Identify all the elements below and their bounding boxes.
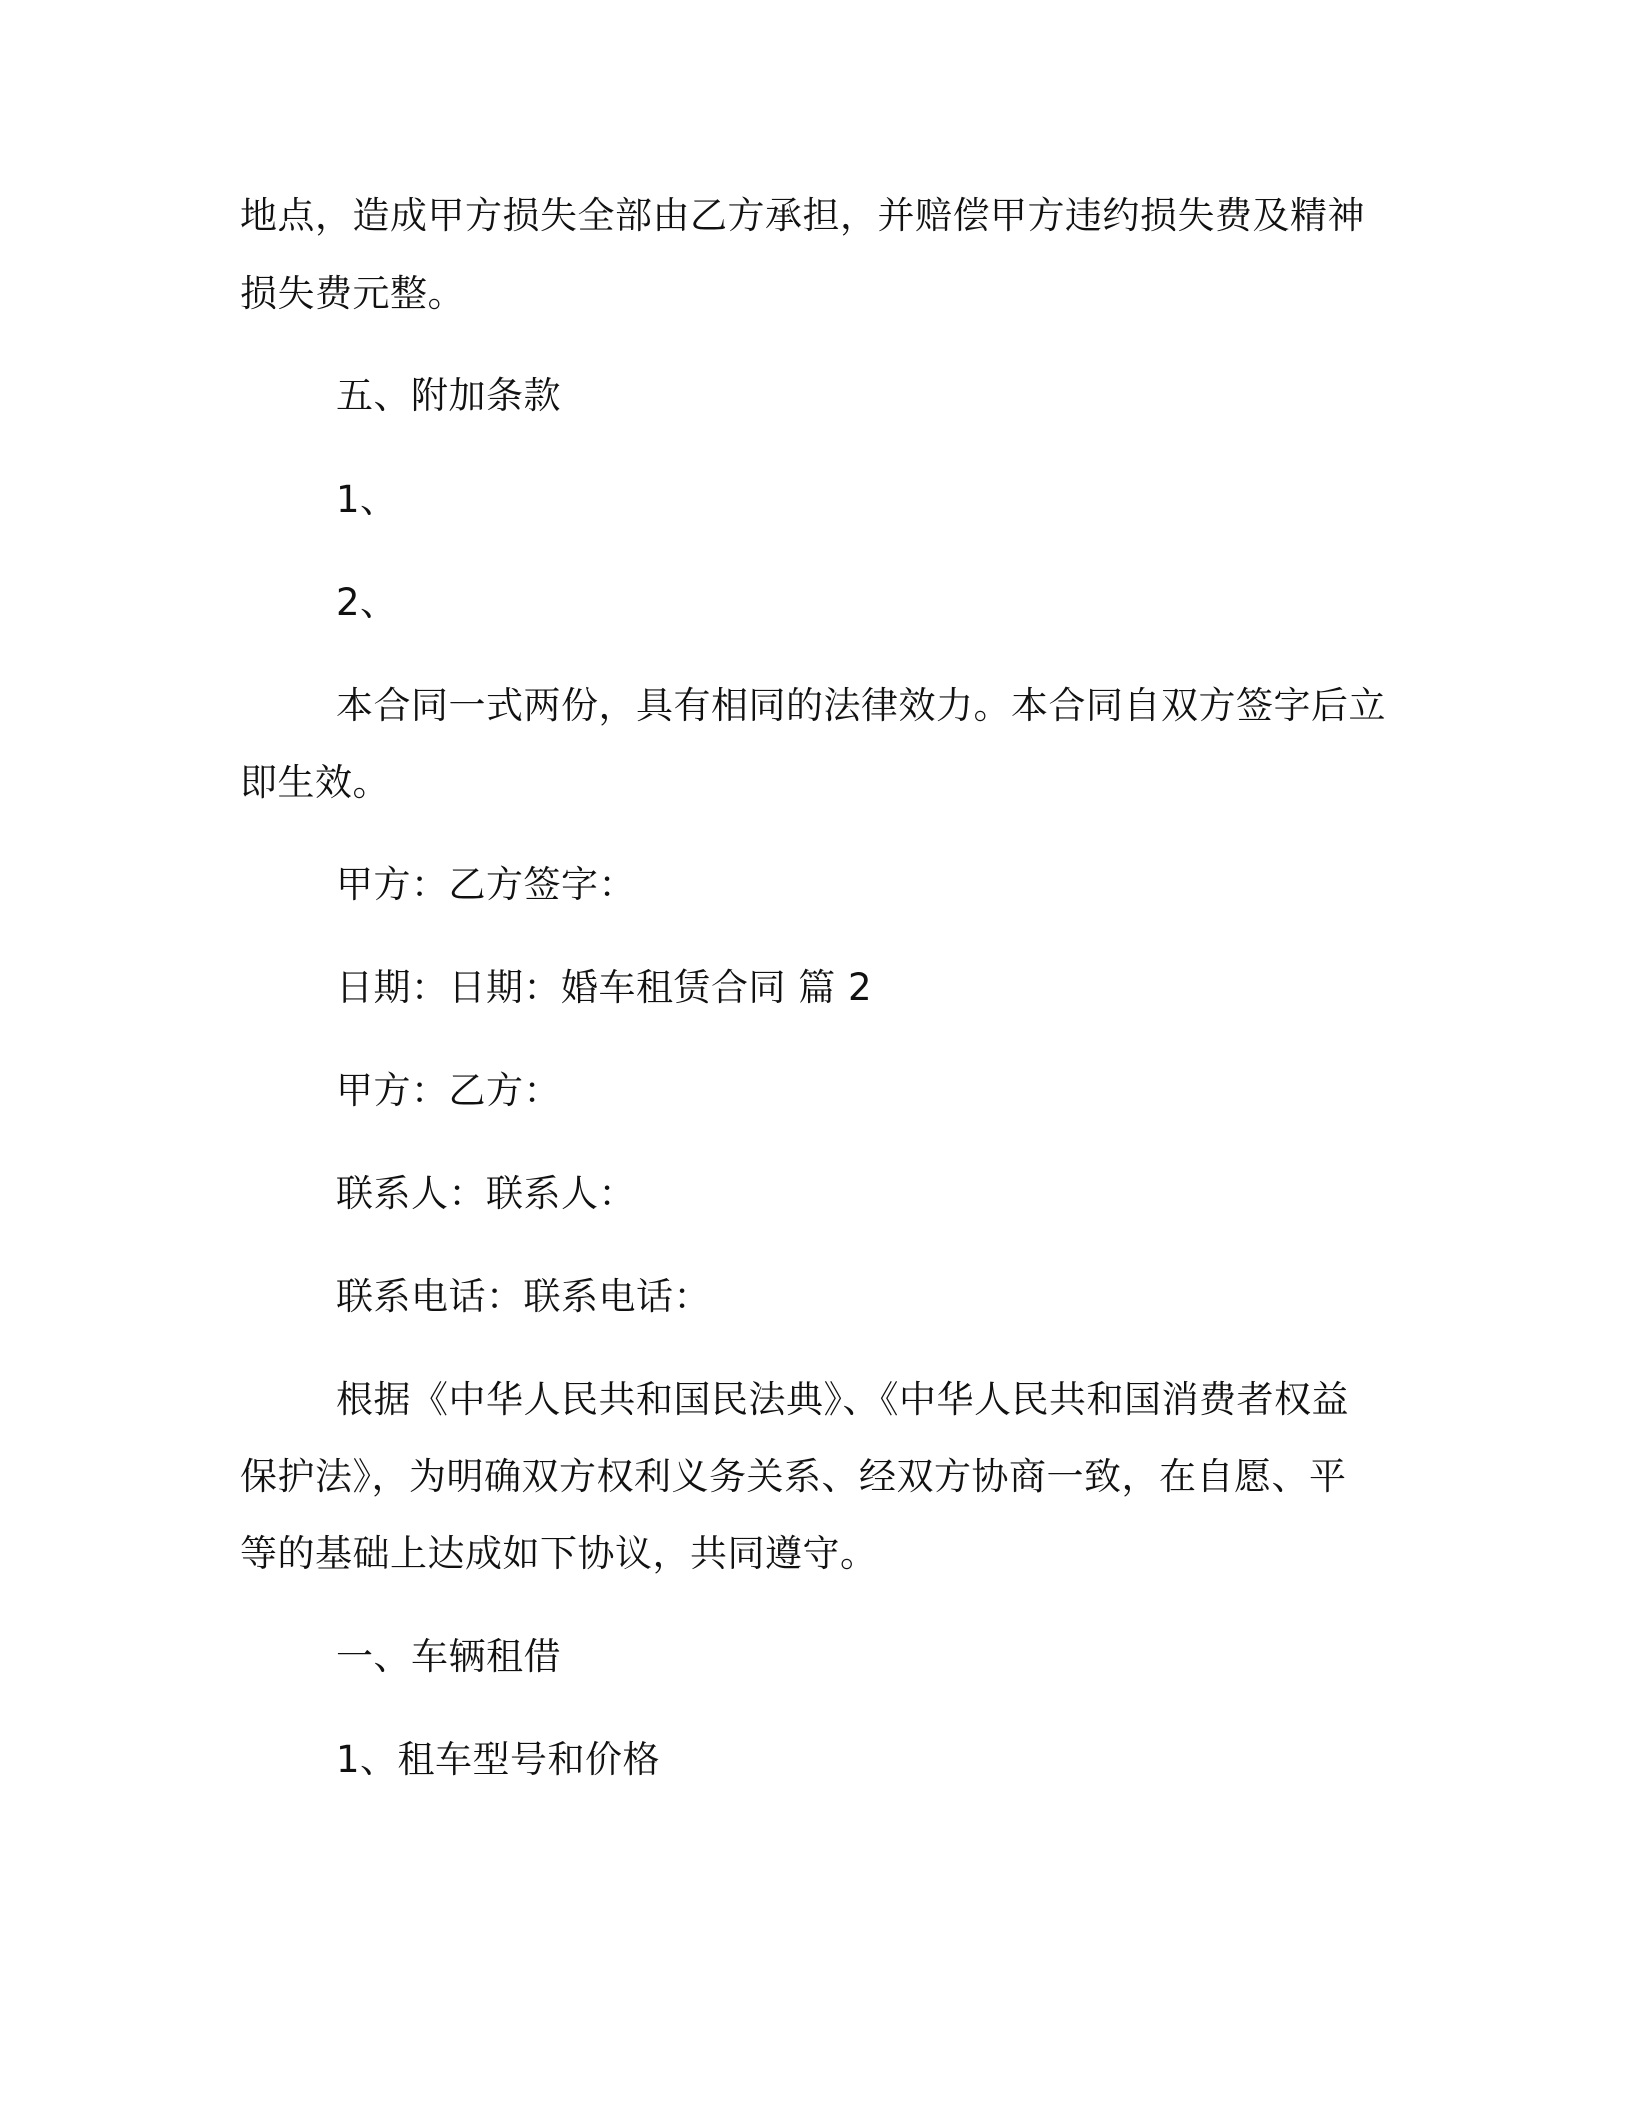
document-page	[240, 0, 1390, 2112]
list-item: 2、	[336, 581, 398, 624]
paragraph-line: 等的基础上达成如下协议，共同遵守。	[240, 1532, 878, 1575]
paragraph-line: 损失费元整。	[240, 272, 465, 315]
paragraph-line: 本合同一式两份，具有相同的法律效力。本合同自双方签字后立	[336, 684, 1386, 727]
subsection-heading: 1、租车型号和价格	[336, 1738, 661, 1781]
list-item: 1、	[336, 478, 398, 521]
signature-line: 甲方：乙方签字：	[336, 863, 636, 906]
contact-phone-line: 联系电话：联系电话：	[336, 1275, 711, 1318]
paragraph-line: 即生效。	[240, 761, 390, 804]
paragraph-line: 保护法》，为明确双方权利义务关系、经双方协商一致，在自愿、平	[240, 1455, 1347, 1498]
paragraph-line: 根据《中华人民共和国民法典》、《中华人民共和国消费者权益	[336, 1378, 1349, 1421]
section-heading: 一、车辆租借	[336, 1635, 561, 1678]
paragraph-line: 地点，造成甲方损失全部由乙方承担，并赔偿甲方违约损失费及精神	[240, 194, 1365, 237]
section-heading: 五、附加条款	[336, 374, 561, 417]
contact-person-line: 联系人：联系人：	[336, 1172, 636, 1215]
date-line: 日期：日期：婚车租赁合同 篇 2	[336, 966, 873, 1009]
party-line: 甲方：乙方：	[336, 1069, 561, 1112]
